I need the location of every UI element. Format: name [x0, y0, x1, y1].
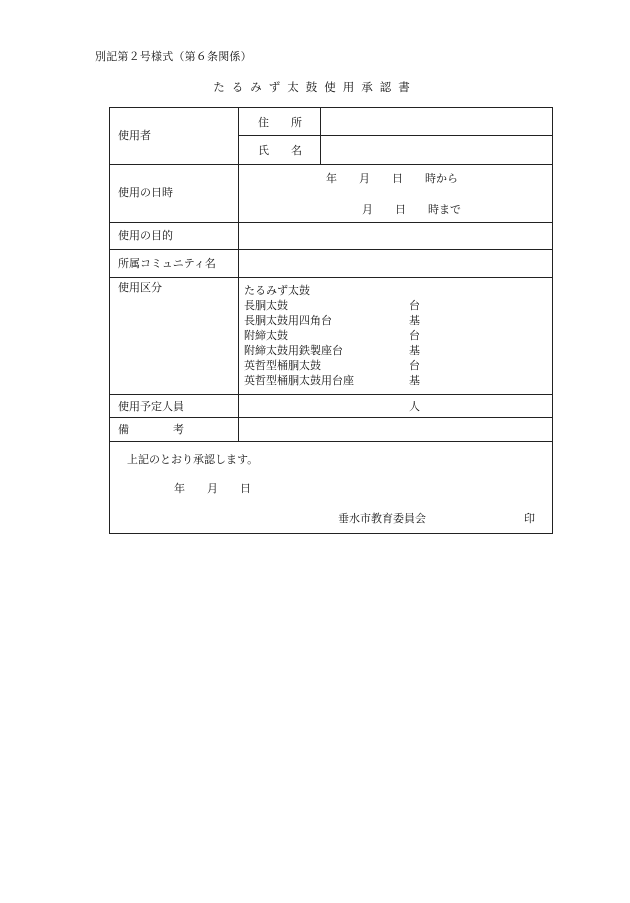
category-item-unit: 台: [409, 359, 420, 372]
category-label: 使用区分: [118, 281, 162, 294]
row-divider: [238, 135, 553, 136]
seal-mark: 印: [524, 512, 535, 525]
column-divider: [238, 108, 239, 441]
category-item-name: 長胴太鼓: [244, 299, 288, 312]
community-label: 所属コミュニティ名: [118, 257, 216, 270]
approval-text: 上記のとおり承認します。: [127, 453, 259, 466]
planned-people-unit: 人: [409, 400, 420, 413]
category-heading: たるみず太鼓: [244, 284, 310, 297]
row-divider: [110, 222, 552, 223]
category-item-name: 長胴太鼓用四角台: [244, 314, 332, 327]
approval-date: 年 月 日: [174, 482, 251, 495]
row-divider: [110, 277, 552, 278]
category-item-name: 附締太鼓用鉄製座台: [244, 344, 343, 357]
purpose-label: 使用の目的: [118, 229, 173, 242]
approval-form-table: [109, 107, 553, 534]
form-number-note: 別記第２号様式（第６条関係）: [95, 50, 252, 63]
category-item-unit: 基: [409, 374, 420, 387]
category-item-name: 英哲型桶胴太鼓: [244, 359, 321, 372]
remarks-label: 備 考: [118, 423, 184, 436]
row-divider: [110, 441, 552, 442]
datetime-until: 月 日 時まで: [362, 203, 461, 216]
category-item-name: 附締太鼓: [244, 329, 288, 342]
row-divider: [110, 417, 552, 418]
category-item-name: 英哲型桶胴太鼓用台座: [244, 374, 354, 387]
document-title: たるみず太鼓使用承認書: [213, 80, 417, 94]
row-divider: [110, 394, 552, 395]
name-label: 氏 名: [258, 144, 302, 157]
row-divider: [110, 164, 552, 165]
address-label: 住 所: [258, 116, 302, 129]
category-item-unit: 基: [409, 344, 420, 357]
category-item-unit: 基: [409, 314, 420, 327]
datetime-from: 年 月 日 時から: [326, 172, 458, 185]
category-item-unit: 台: [409, 299, 420, 312]
column-divider: [320, 108, 321, 164]
category-item-unit: 台: [409, 329, 420, 342]
user-label: 使用者: [118, 129, 151, 142]
row-divider: [110, 249, 552, 250]
planned-people-label: 使用予定人員: [118, 400, 184, 413]
issuer-name: 垂水市教育委員会: [338, 512, 426, 525]
datetime-label: 使用の日時: [118, 186, 173, 199]
